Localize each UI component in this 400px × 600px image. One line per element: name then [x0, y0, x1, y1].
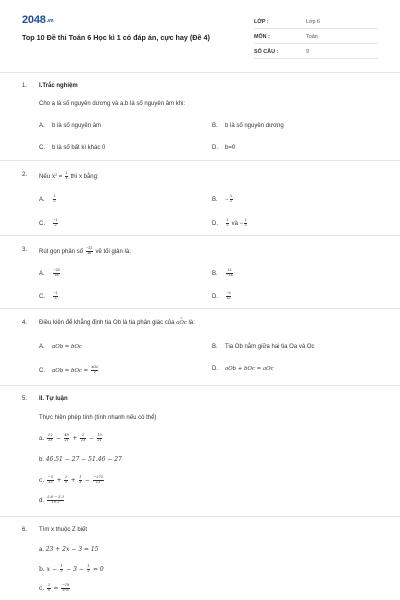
numerator: 3 [47, 583, 50, 587]
item-label: d. [39, 497, 45, 504]
fraction [226, 219, 229, 228]
denominator: 2 [244, 222, 247, 227]
question-text [39, 247, 131, 256]
math-equals: = [58, 173, 63, 180]
meta-row-subject [254, 32, 378, 44]
fraction [47, 476, 53, 485]
question-number: 4. [22, 320, 28, 326]
document-title: Top 10 Đề thi Toán 6 Học kì 1 có đáp án, cực hay (Đề 4) [22, 33, 210, 42]
equation-a [39, 546, 99, 553]
denominator: 2 [226, 222, 229, 227]
meta-value: 9 [306, 49, 309, 55]
fraction [64, 434, 70, 443]
divider [0, 160, 400, 161]
denominator: 21 [97, 437, 102, 442]
denominator: 4 [65, 175, 68, 180]
numerator: 1 [230, 194, 233, 198]
option-letter: D. [212, 220, 218, 227]
divider [0, 72, 400, 73]
expression-text: 46.51 − 27 − 51.46 − 27 [45, 456, 122, 463]
equation-part: x − [46, 565, 57, 573]
option-d[interactable] [212, 219, 248, 228]
denominator: 23 [80, 437, 86, 442]
fraction [244, 219, 247, 228]
option-letter: D. [212, 293, 218, 300]
option-c[interactable] [39, 145, 105, 151]
divider [0, 308, 400, 309]
question-text [39, 172, 99, 181]
question-text-part: Điều kiện để khẳng định tia Ob là tia phân giác của [39, 320, 175, 326]
fraction [47, 434, 53, 443]
numerator: 1 [65, 171, 68, 175]
question-text-part: về tối giản là: [95, 248, 131, 255]
option-letter: B. [212, 270, 218, 277]
fraction [226, 292, 231, 301]
section-title: I.Trắc nghiệm [39, 83, 78, 89]
numerator: 12 [47, 433, 53, 437]
denominator: 2 [87, 568, 90, 573]
item-label: b. [39, 457, 45, 463]
option-letter: B. [212, 123, 218, 129]
denominator: 12 [226, 295, 231, 300]
option-text: aOb = bOc = [52, 367, 89, 374]
operator: − [88, 434, 94, 442]
divider [0, 516, 400, 517]
question-number: 6. [22, 527, 28, 533]
equation-part: = 0 [92, 565, 104, 573]
sign: − [239, 220, 244, 227]
fraction [79, 476, 82, 485]
option-d[interactable] [212, 292, 232, 301]
operator: + [56, 476, 62, 484]
question-number: 2. [22, 172, 28, 178]
operator: + [72, 434, 78, 442]
denominator: 2 [60, 568, 63, 573]
section-title: II. Tự luận [39, 396, 68, 402]
question-number: 1. [22, 83, 28, 89]
expression-b [39, 456, 122, 463]
operator: − [84, 476, 90, 484]
numerator: 2 [64, 475, 68, 479]
option-d[interactable] [212, 145, 235, 151]
fraction [91, 366, 99, 375]
question-text: Cho a là số nguyên dương và a.b là số nguyên âm khi: [39, 101, 186, 107]
option-letter: C. [39, 367, 45, 374]
numerator: 1 [226, 218, 229, 222]
option-text: b là số nguyên âm [52, 123, 102, 129]
numerator: aOc [91, 365, 98, 369]
option-letter: A. [39, 196, 45, 203]
fraction [230, 195, 233, 204]
meta-label: SỐ CÂU : [254, 49, 279, 55]
fraction [80, 434, 86, 443]
denominator: 23 [47, 437, 53, 442]
numerator: −1 [53, 218, 58, 222]
fraction [53, 269, 60, 278]
item-label: b. [39, 565, 45, 573]
numerator: 2 [81, 433, 85, 437]
question-text-part: thì x bằng: [70, 173, 99, 180]
option-c[interactable] [39, 219, 59, 228]
option-b[interactable] [212, 344, 315, 350]
operator: − [55, 434, 61, 442]
denominator: 21 [64, 437, 69, 442]
fraction [97, 434, 103, 443]
question-number: 3. [22, 247, 28, 253]
option-letter: C. [39, 145, 45, 151]
denominator: 10.2 [51, 499, 60, 504]
option-text: aOb = bOc [52, 344, 82, 350]
fraction [64, 476, 67, 485]
denominator: −18 [226, 272, 233, 277]
meta-label: LỚP : [254, 19, 269, 25]
fraction [87, 565, 90, 574]
equation-part: − 3 − [66, 565, 84, 573]
denominator: 3 [54, 295, 57, 300]
fraction [47, 496, 65, 505]
option-text: b=0 [225, 145, 236, 151]
denominator: 105 [62, 587, 70, 592]
numerator: −29 [53, 268, 60, 272]
fraction [53, 195, 56, 204]
fraction [47, 584, 50, 593]
numerator: −275 [93, 475, 104, 479]
numerator: 1 [79, 475, 82, 479]
equation-b [39, 565, 104, 574]
option-c[interactable] [39, 366, 99, 375]
conjunction: và [231, 220, 239, 227]
meta-row-count [254, 47, 378, 59]
meta-value: Lớp 6 [306, 19, 321, 25]
fraction [60, 565, 63, 574]
fraction [86, 247, 93, 256]
option-letter: D. [212, 145, 218, 151]
option-d[interactable] [212, 366, 274, 372]
denominator: 2 [54, 222, 57, 227]
denominator: 2 [93, 369, 96, 374]
item-label: a. [39, 547, 45, 553]
numerator: 1 [87, 564, 90, 568]
equation-text: 23 + 2x − 3 = 15 [45, 546, 99, 553]
numerator: −22 [86, 246, 93, 250]
option-letter: B. [212, 196, 218, 203]
denominator: 2 [230, 198, 233, 203]
option-text: Tia Ob nằm giữa hai tia Oa và Oc [225, 344, 315, 350]
numerator: 49 [64, 433, 69, 437]
fraction [61, 584, 70, 593]
meta-value: Toán [306, 34, 318, 40]
numerator: 5.8 − 5.3 [47, 495, 64, 499]
option-text: b là số nguyên dương [225, 123, 284, 129]
numerator: −1 [53, 291, 58, 295]
option-a[interactable] [39, 123, 101, 129]
option-text: b là số bất kì khác 0 [52, 145, 106, 151]
fraction [53, 292, 58, 301]
denominator: 13 [95, 479, 101, 484]
question-text-part: là: [188, 320, 195, 326]
option-b[interactable] [212, 123, 284, 129]
option-a[interactable] [39, 195, 57, 204]
option-text: aOb + bOc = aOc [225, 366, 274, 372]
numerator: −5 [47, 475, 54, 479]
numerator: 1 [60, 564, 63, 568]
question-text [39, 320, 195, 326]
fraction [53, 219, 58, 228]
option-letter: B. [212, 344, 218, 350]
denominator: 5 [64, 479, 68, 484]
option-letter: C. [39, 293, 45, 300]
logo-text: 2048 [22, 14, 46, 26]
denominator: 15 [48, 479, 53, 484]
item-label: a. [39, 434, 45, 442]
option-c[interactable] [39, 292, 59, 301]
denominator: 3 [79, 479, 82, 484]
numerator: 1 [244, 218, 247, 222]
question-text-part: Nếu [39, 173, 51, 180]
math-exponent: 2 [55, 172, 58, 177]
equation-c [39, 584, 71, 593]
fraction [65, 172, 68, 181]
sign: − [225, 196, 229, 203]
meta-row-class [254, 17, 378, 29]
option-letter: C. [39, 220, 45, 227]
logo-suffix: .vn [46, 18, 54, 24]
option-letter: A. [39, 123, 45, 129]
question-text-part: Rút gọn phân số [39, 248, 84, 255]
question-text: Thực hiện phép tính (tính nhanh nếu có thể) [39, 415, 157, 421]
option-a[interactable] [39, 344, 82, 350]
numerator: 1 [53, 194, 56, 198]
numerator: −4 [226, 291, 231, 295]
equals-sign: = [53, 584, 59, 592]
option-b[interactable] [212, 195, 234, 204]
item-label: c. [39, 476, 45, 484]
option-a[interactable] [39, 269, 61, 278]
divider [0, 385, 400, 386]
option-letter: A. [39, 270, 45, 277]
divider [0, 235, 400, 236]
option-b[interactable] [212, 269, 234, 278]
numerator: 13 [97, 433, 102, 437]
math-variable: x [51, 172, 56, 180]
document-meta [254, 17, 378, 62]
fraction [93, 476, 104, 485]
angle-symbol: ^ aOc [176, 320, 187, 326]
option-letter: D. [212, 366, 218, 372]
meta-label: MÔN : [254, 34, 270, 40]
item-label: c. [39, 584, 45, 592]
operator: + [70, 476, 76, 484]
denominator: 2 [53, 198, 56, 203]
denominator: 36 [87, 250, 92, 255]
denominator: 18 [54, 272, 59, 277]
brand-logo[interactable] [22, 14, 53, 26]
question-text: Tìm x thuộc Z biết [39, 527, 88, 533]
expression-d [39, 496, 65, 505]
fraction [226, 269, 233, 278]
denominator: x [47, 587, 50, 592]
expression-c [39, 476, 105, 485]
expression-a [39, 434, 103, 443]
document-header [22, 14, 378, 70]
question-number: 5. [22, 396, 28, 402]
option-letter: A. [39, 344, 45, 350]
numerator: −18 [61, 583, 70, 587]
numerator: 11 [227, 268, 232, 272]
